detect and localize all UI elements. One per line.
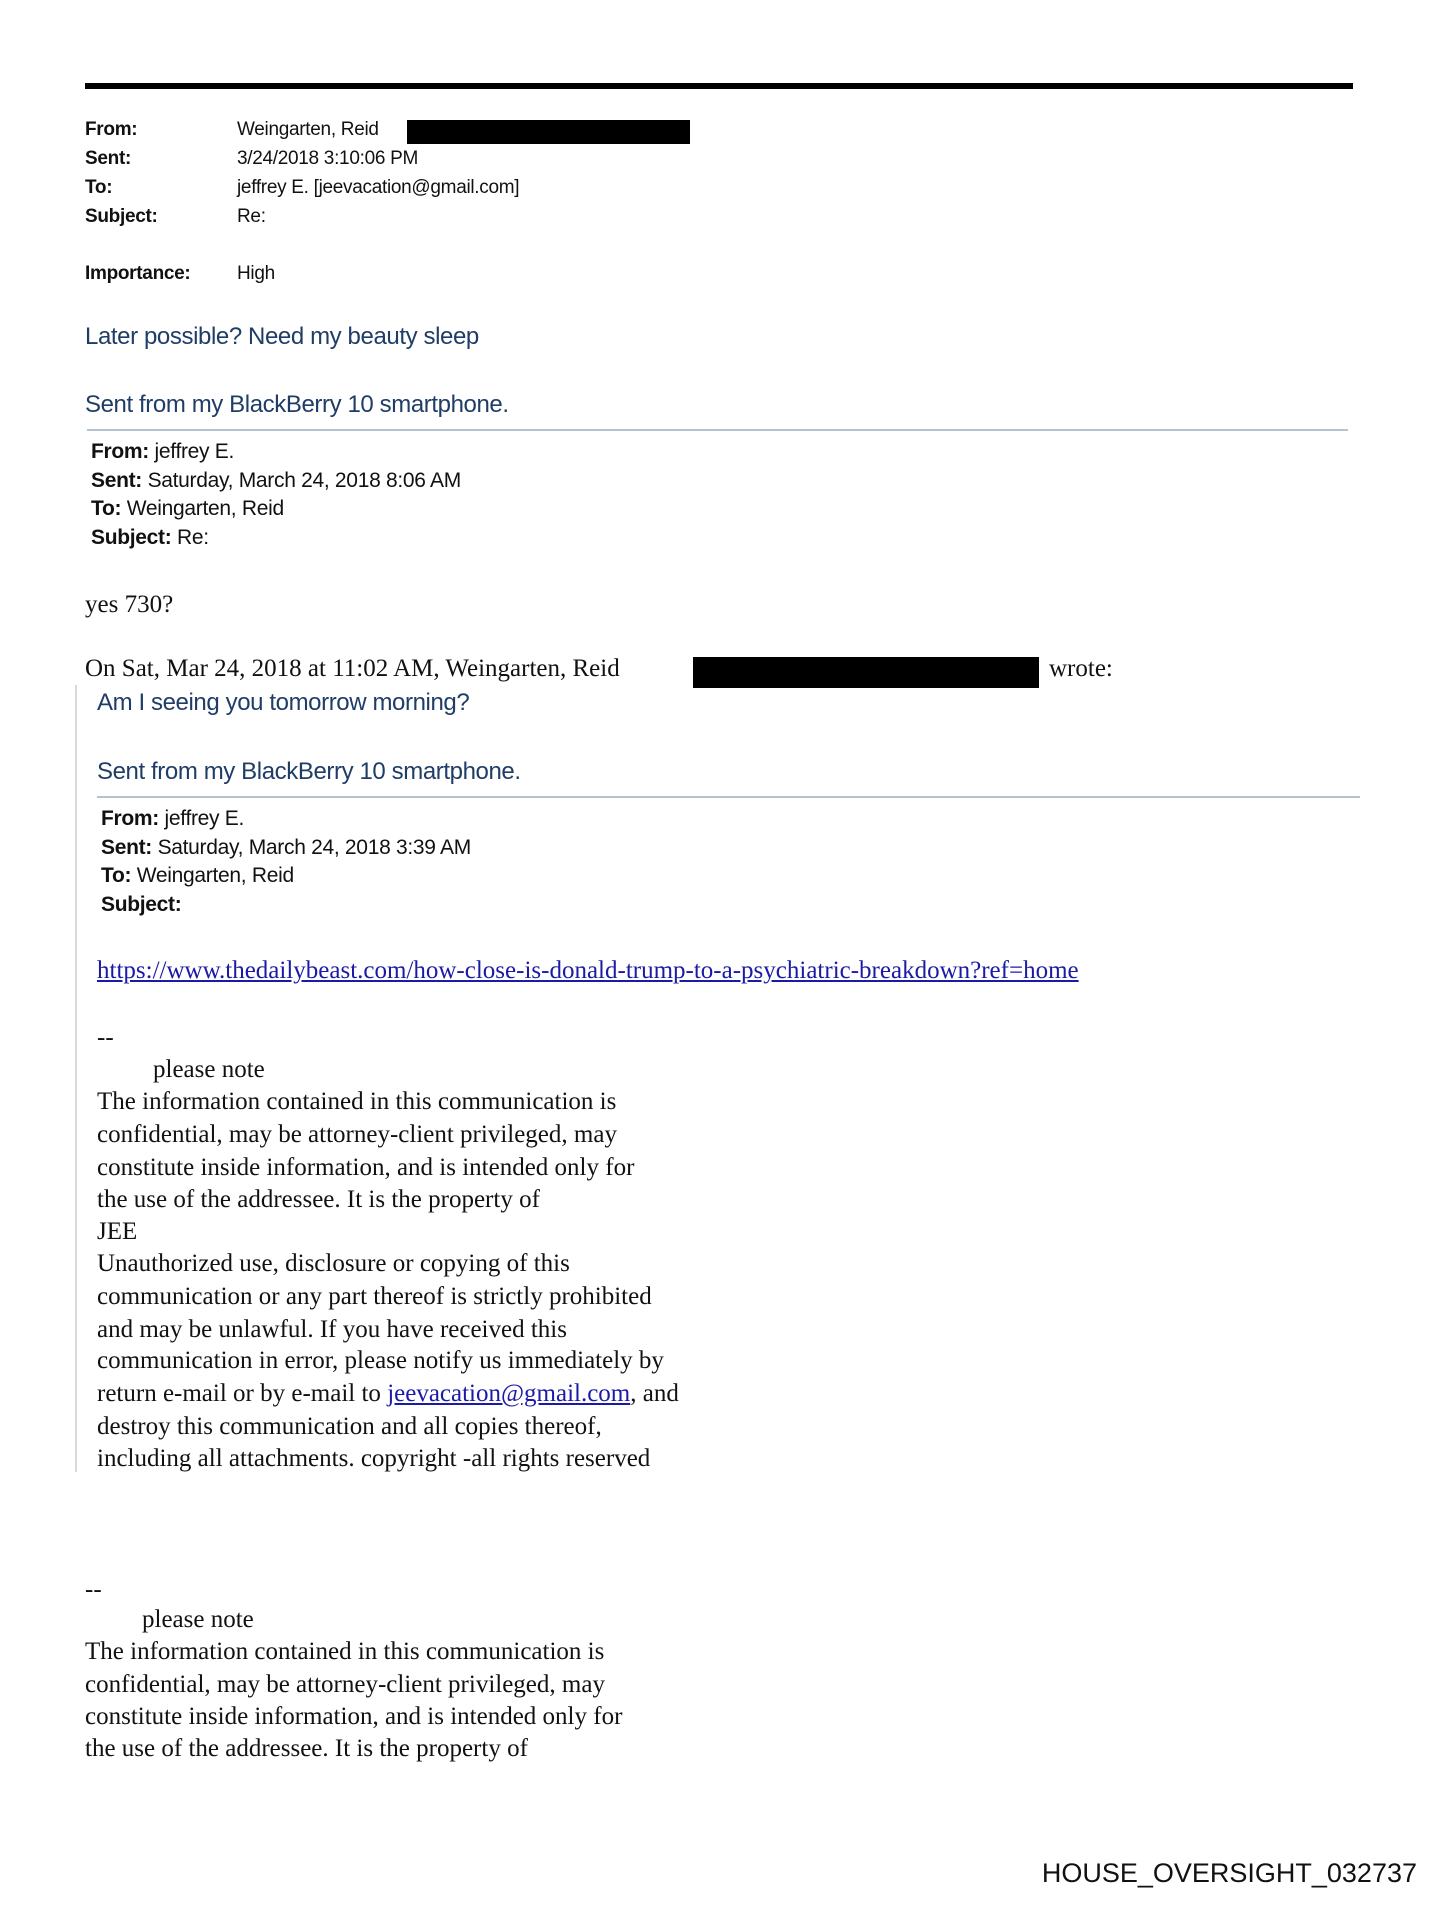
disclaimer-line: the use of the addressee. It is the property of — [97, 1186, 540, 1213]
quoted-sent-label: Sent: — [101, 836, 153, 859]
quoted-sent-label: Sent: — [91, 469, 143, 492]
quoted-from — [91, 440, 234, 464]
disclaimer-line: The information contained in this communication is — [85, 1638, 605, 1665]
wrote-suffix: wrote: — [1049, 655, 1113, 682]
quoted-sent-value: Saturday, March 24, 2018 3:39 AM — [157, 836, 471, 859]
redaction-block — [407, 120, 690, 144]
quoted-from-value: jeffrey E. — [154, 440, 235, 463]
quoted-sent-value: Saturday, March 24, 2018 8:06 AM — [147, 469, 461, 492]
disclaimer-dashes: -- — [97, 1024, 114, 1051]
quoted-to-value: Weingarten, Reid — [136, 864, 294, 887]
disclaimer-line: communication or any part thereof is strictly prohibited — [97, 1283, 652, 1310]
disclaimer-note: please note — [142, 1606, 254, 1633]
quoted-sent — [101, 836, 471, 860]
subject-value: Re: — [237, 206, 266, 227]
quoted-to-label: To: — [101, 864, 132, 887]
disclaimer-dashes: -- — [85, 1576, 102, 1603]
subject-label: Subject: — [85, 206, 158, 227]
quoted-from — [101, 807, 244, 831]
sent-value: 3/24/2018 3:10:06 PM — [237, 148, 418, 169]
disclaimer-line: including all attachments. copyright -all rights reserved — [97, 1445, 651, 1472]
quoted-to — [91, 497, 284, 521]
disclaimer-note: please note — [153, 1056, 265, 1083]
disclaimer-line: constitute inside information, and is intended only for — [97, 1154, 635, 1181]
disclaimer-line: the use of the addressee. It is the property of — [85, 1735, 528, 1762]
disclaimer-line: The information contained in this communication is — [97, 1088, 617, 1115]
quoted-subject-label: Subject: — [101, 893, 182, 916]
separator-rule — [97, 796, 1360, 798]
importance-value: High — [237, 263, 275, 284]
disclaimer-line: confidential, may be attorney-client privileged, may — [85, 1671, 605, 1698]
quote-bar — [75, 685, 77, 1472]
quoted-to — [101, 864, 294, 888]
disclaimer-line: and may be unlawful. If you have received this — [97, 1316, 567, 1343]
to-value: jeffrey E. [jeevacation@gmail.com] — [237, 177, 520, 198]
message-body: Later possible? Need my beauty sleep — [85, 323, 479, 350]
quoted-from-label: From: — [91, 440, 149, 463]
email-prefix: return e-mail or by e-mail to — [97, 1380, 388, 1407]
disclaimer-line: JEE — [97, 1218, 138, 1245]
redaction-block — [693, 657, 1039, 688]
bates-number: HOUSE_OVERSIGHT_032737 — [1041, 1858, 1417, 1888]
disclaimer-line: communication in error, please notify us immediately by — [97, 1347, 664, 1374]
article-link[interactable]: https://www.thedailybeast.com/how-close-is-donald-trump-to-a-psychiatric-breakdown?ref=home — [97, 957, 1079, 984]
quoted-to-value: Weingarten, Reid — [126, 497, 284, 520]
signature: Sent from my BlackBerry 10 smartphone. — [97, 758, 521, 785]
disclaimer-line: Unauthorized use, disclosure or copying of this — [97, 1250, 570, 1277]
disclaimer-line: destroy this communication and all copies thereof, — [97, 1413, 602, 1440]
message-body: Am I seeing you tomorrow morning? — [97, 689, 470, 716]
reply-body: yes 730? — [85, 591, 174, 618]
sent-label: Sent: — [85, 148, 132, 169]
wrote-prefix: On Sat, Mar 24, 2018 at 11:02 AM, Weingarten, Reid — [85, 655, 620, 682]
importance-label: Importance: — [85, 263, 191, 284]
email-link[interactable]: jeevacation@gmail.com — [387, 1380, 631, 1407]
signature: Sent from my BlackBerry 10 smartphone. — [85, 391, 509, 418]
quoted-subject-label: Subject: — [91, 526, 172, 549]
email-suffix: , and — [630, 1380, 679, 1407]
from-label: From: — [85, 119, 138, 140]
quoted-subject — [91, 526, 209, 550]
from-value: Weingarten, Reid — [237, 119, 379, 140]
disclaimer-line: constitute inside information, and is intended only for — [85, 1703, 623, 1730]
quoted-sent — [91, 469, 461, 493]
to-label: To: — [85, 177, 113, 198]
quoted-from-label: From: — [101, 807, 159, 830]
top-rule — [85, 83, 1353, 89]
disclaimer-line: confidential, may be attorney-client privileged, may — [97, 1121, 617, 1148]
quoted-subject-value: Re: — [177, 526, 209, 549]
separator-rule — [87, 429, 1348, 431]
disclaimer-email-line — [97, 1380, 679, 1408]
quoted-from-value: jeffrey E. — [164, 807, 245, 830]
quoted-to-label: To: — [91, 497, 122, 520]
quoted-subject — [101, 893, 181, 917]
